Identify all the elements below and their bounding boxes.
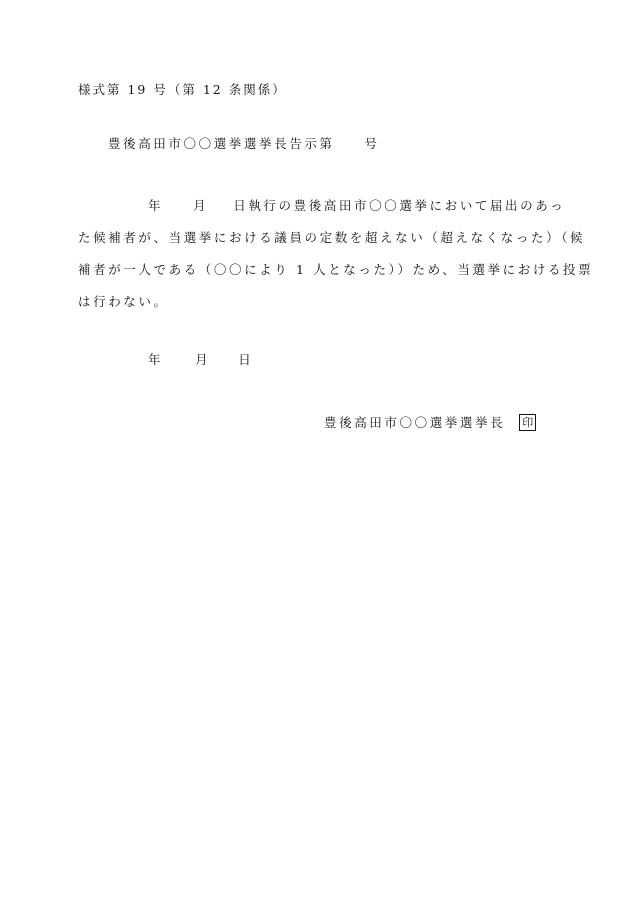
notice-body-line-3: 補者が一人である（〇〇により 1 人となった））ため、当選挙における投票 <box>78 262 594 277</box>
date-year-label: 年 <box>148 352 164 367</box>
body-line-1-text: 日執行の豊後高田市〇〇選挙において届出のあっ <box>233 198 566 213</box>
notice-body-line-4: は行わない。 <box>78 294 169 309</box>
date-day-label: 日 <box>238 352 254 367</box>
signature-line <box>324 414 536 431</box>
notice-publisher: 豊後高田市〇〇選挙選挙長告示第 <box>108 136 335 151</box>
notice-number-line <box>108 136 380 152</box>
seal-mark: 印 <box>519 414 536 431</box>
notice-body-line-2: た候補者が、当選挙における議員の定数を超えない（超えなくなった）（候 <box>78 230 586 245</box>
body-month-label: 月 <box>193 198 209 213</box>
notice-body-line-1 <box>78 198 565 214</box>
notice-number-suffix: 号 <box>364 136 380 151</box>
signatory-title: 豊後高田市〇〇選挙選挙長 <box>324 414 506 430</box>
date-month-label: 月 <box>195 352 211 367</box>
notice-date-line <box>148 352 253 368</box>
form-number: 様式第 19 号（第 12 条関係） <box>78 82 287 97</box>
body-year-label: 年 <box>148 198 164 213</box>
